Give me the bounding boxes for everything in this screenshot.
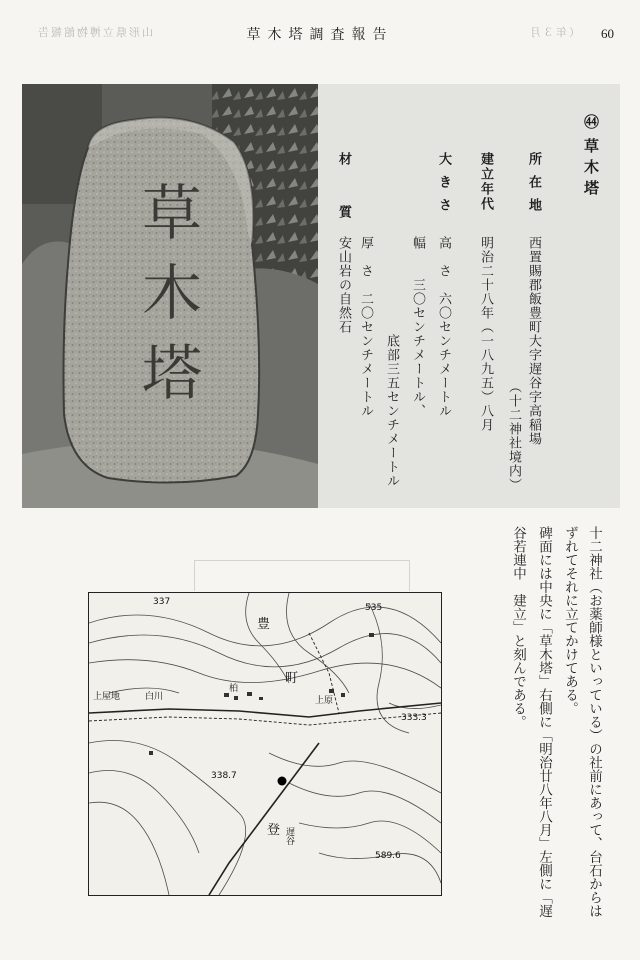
field-value-year: 明治二十八年（一八九五）八月	[478, 236, 493, 432]
field-value-size-width: 幅 三〇センチメートル、	[410, 236, 425, 418]
field-value-material: 安山岩の自然石	[336, 236, 351, 334]
body-text-line-1: 十二神社（お薬師様といっている）の社前にあって、台石からは	[586, 526, 602, 918]
entry-name: 草木塔	[582, 138, 600, 201]
body-text-line-3: 碑面には中央に「草木塔」右側に「明治廿八年八月」左側に「遅	[536, 526, 552, 918]
map-elevation-1: 337	[153, 597, 171, 607]
carved-character-1: 草	[142, 179, 202, 249]
location-map	[88, 592, 442, 896]
entry-number: ㊹	[582, 114, 600, 129]
field-value-location-line2: （十二神社境内）	[506, 380, 521, 492]
map-label-ori: 遅谷	[284, 827, 294, 845]
field-value-location-line1: 西置賜郡飯豊町大字遅谷字高稲場	[526, 236, 541, 446]
page-number: 60	[601, 26, 614, 41]
field-value-size-thickness: 厚 さ 二〇センチメートル	[358, 236, 373, 418]
field-value-size-height: 高 さ 六〇センチメートル	[436, 236, 451, 418]
field-label-year: 建立年代	[478, 152, 493, 212]
body-text-line-4: 谷若連中 建立」と刻んである。	[510, 526, 526, 729]
carved-character-2: 木	[142, 259, 202, 329]
bleed-through-text-left: 山形県立博物館報告	[36, 26, 153, 39]
site-marker	[278, 777, 287, 786]
map-label-kamiyachi: 上屋地	[93, 692, 121, 702]
map-label-toyo: 豊	[257, 617, 271, 632]
faint-frame	[194, 560, 410, 591]
topographic-map-illustration	[89, 593, 441, 895]
bleed-through-text-right: （年３月	[528, 26, 580, 39]
field-label-location: 所在地	[526, 152, 541, 221]
map-elevation-4: 589.6	[375, 851, 401, 861]
map-label-noborioka: 登	[267, 823, 281, 838]
field-value-size-base: 底部三五センチメートル	[384, 236, 399, 488]
body-text-line-2: ずれてそれに立てかけてある。	[562, 526, 578, 715]
field-label-material: 材質	[336, 152, 351, 258]
map-label-kashiwa: 柏	[229, 684, 239, 694]
map-label-shirakawa: 白川	[145, 692, 164, 702]
entry-info-panel	[318, 84, 620, 508]
map-elevation-5: 333.3	[401, 713, 427, 723]
stone-photo-illustration	[22, 84, 318, 508]
page-header-title: 草木塔調査報告	[246, 27, 394, 43]
map-label-kamihara: 上原	[315, 696, 334, 706]
carved-character-3: 塔	[142, 339, 202, 409]
field-label-size: 大きさ	[436, 152, 451, 221]
stone-photograph	[22, 84, 318, 508]
map-elevation-3: 338.7	[211, 771, 237, 781]
map-label-machi: 町	[285, 671, 299, 686]
map-elevation-2: 535	[365, 603, 383, 613]
